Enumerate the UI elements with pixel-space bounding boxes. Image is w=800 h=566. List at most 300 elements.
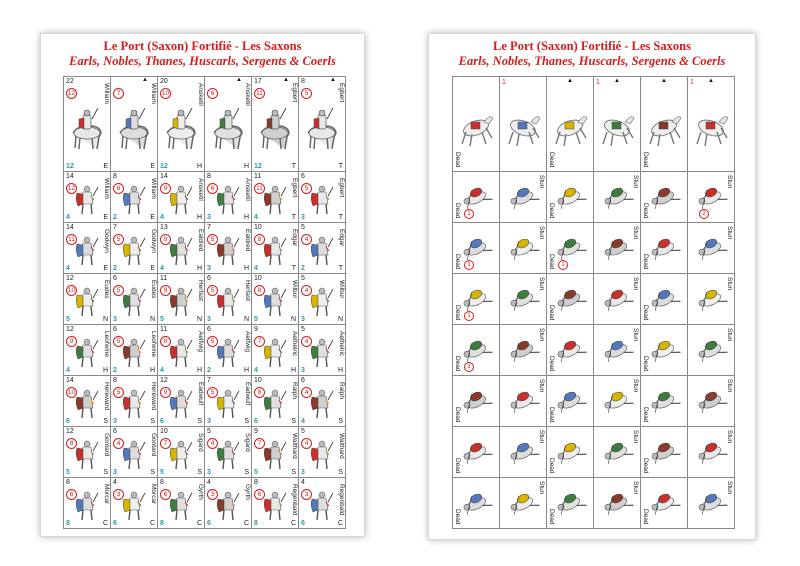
counter-horse-casualty[interactable] bbox=[688, 77, 735, 172]
counter-morale: 5 bbox=[207, 387, 218, 398]
mounted-knight-icon bbox=[305, 107, 339, 151]
counter-casualty[interactable] bbox=[594, 427, 641, 478]
counter-state-label: Dead bbox=[642, 152, 649, 168]
counter-foot[interactable] bbox=[252, 223, 299, 274]
counter-movement: 4 bbox=[160, 265, 164, 272]
counter-movement: 4 bbox=[254, 367, 258, 374]
counter-casualty[interactable] bbox=[500, 376, 547, 427]
counter-name: William bbox=[103, 83, 110, 104]
left-sheet-title: Le Port (Saxon) Fortifié - Les Saxons bbox=[103, 39, 302, 53]
counter-foot[interactable] bbox=[205, 325, 252, 376]
counter-casualty[interactable] bbox=[688, 172, 735, 223]
casualty-figure-icon bbox=[646, 334, 682, 367]
counter-morale: 11 bbox=[254, 183, 265, 194]
counter-casualty[interactable] bbox=[641, 223, 688, 274]
counter-morale: 3 bbox=[301, 489, 312, 500]
counter-morale: 8 bbox=[254, 285, 265, 296]
counter-strength: 10 bbox=[254, 377, 262, 384]
counter-name: Egbert bbox=[291, 83, 298, 103]
casualty-figure-icon bbox=[458, 487, 494, 520]
counter-casualty[interactable] bbox=[500, 172, 547, 223]
counter-movement: 6 bbox=[113, 520, 117, 527]
counter-mounted[interactable] bbox=[205, 77, 252, 172]
counter-mounted[interactable] bbox=[252, 77, 299, 172]
counter-strength: 9 bbox=[254, 428, 258, 435]
casualty-figure-icon bbox=[552, 436, 588, 469]
dead-label: Dead bbox=[642, 407, 649, 423]
counter-movement: 3 bbox=[301, 469, 305, 476]
counter-foot[interactable] bbox=[205, 427, 252, 478]
counter-rank: C bbox=[243, 520, 249, 527]
counter-morale: 11 bbox=[254, 88, 265, 99]
counter-rank: E bbox=[103, 265, 108, 272]
counter-casualty[interactable] bbox=[641, 325, 688, 376]
counter-name: Sigard bbox=[197, 433, 204, 452]
counter-name: Morcar bbox=[150, 484, 157, 505]
casualty-figure-icon bbox=[505, 385, 541, 418]
counter-movement: 4 bbox=[254, 214, 258, 221]
counter-strength: 17 bbox=[254, 78, 262, 85]
counter-foot[interactable] bbox=[205, 376, 252, 427]
counter-mounted[interactable] bbox=[64, 77, 111, 172]
counter-strength: 20 bbox=[160, 78, 168, 85]
counter-strength: 12 bbox=[66, 428, 74, 435]
dead-label: Dead bbox=[548, 407, 555, 423]
counter-name: Aelfwig bbox=[244, 331, 251, 352]
counter-morale: 8 bbox=[254, 234, 265, 245]
counter-name: Wilbur bbox=[291, 280, 298, 299]
counter-movement: 4 bbox=[254, 265, 258, 272]
counter-foot[interactable] bbox=[64, 376, 111, 427]
counter-movement: 3 bbox=[207, 418, 211, 425]
stun-label: Stun bbox=[726, 430, 733, 444]
counter-name: Regenbald bbox=[338, 484, 345, 516]
casualty-figure-icon bbox=[458, 181, 494, 214]
counter-foot[interactable] bbox=[252, 478, 299, 529]
counter-casualty[interactable] bbox=[641, 376, 688, 427]
counter-rank: N bbox=[149, 316, 155, 323]
counter-movement: 2 bbox=[207, 367, 211, 374]
casualty-figure-icon bbox=[458, 385, 494, 418]
counter-movement: 4 bbox=[160, 367, 164, 374]
counter-horse-casualty[interactable] bbox=[641, 77, 688, 172]
counter-rank: H bbox=[243, 367, 249, 374]
counter-casualty[interactable] bbox=[594, 274, 641, 325]
counter-mounted[interactable] bbox=[299, 77, 346, 172]
counter-foot[interactable] bbox=[252, 274, 299, 325]
foot-soldier-icon bbox=[74, 490, 100, 522]
counter-strength: 5 bbox=[301, 275, 305, 282]
counter-foot[interactable] bbox=[299, 172, 346, 223]
counter-rank: S bbox=[338, 469, 343, 476]
right-sheet-title: Le Port (Saxon) Fortifié - Les Saxons bbox=[493, 39, 691, 53]
counter-horse-casualty[interactable] bbox=[453, 77, 500, 172]
counter-number: 1 bbox=[596, 79, 600, 86]
counter-casualty[interactable] bbox=[500, 325, 547, 376]
counter-morale: 4 bbox=[301, 387, 312, 398]
counter-casualty[interactable] bbox=[500, 478, 547, 529]
counter-casualty[interactable] bbox=[594, 376, 641, 427]
counter-foot[interactable] bbox=[64, 172, 111, 223]
counter-morale: 9 bbox=[160, 387, 171, 398]
foot-soldier-icon bbox=[121, 286, 147, 318]
counter-foot[interactable] bbox=[158, 376, 205, 427]
counter-foot[interactable] bbox=[158, 274, 205, 325]
counter-casualty[interactable] bbox=[688, 274, 735, 325]
counter-foot[interactable] bbox=[64, 223, 111, 274]
counter-casualty[interactable] bbox=[453, 325, 500, 376]
counter-movement: 4 bbox=[66, 265, 70, 272]
counter-morale: 10 bbox=[67, 287, 76, 294]
counter-name: Sigard bbox=[244, 433, 251, 452]
counter-name: Edgar bbox=[338, 229, 345, 247]
counter-casualty[interactable] bbox=[453, 376, 500, 427]
counter-foot[interactable] bbox=[158, 325, 205, 376]
counter-strength: 6 bbox=[301, 173, 305, 180]
foot-soldier-icon bbox=[215, 184, 241, 216]
counter-rank: S bbox=[197, 418, 202, 425]
casualty-figure-icon bbox=[552, 181, 588, 214]
counter-name: Herfast bbox=[197, 280, 204, 301]
counter-casualty[interactable] bbox=[453, 478, 500, 529]
counter-foot[interactable] bbox=[299, 478, 346, 529]
counter-casualty[interactable] bbox=[594, 325, 641, 376]
counter-casualty[interactable] bbox=[641, 427, 688, 478]
left-counter-grid bbox=[63, 76, 346, 529]
casualty-value: 1 bbox=[558, 260, 568, 270]
stun-label: Stun bbox=[632, 379, 639, 393]
counter-morale: 5 bbox=[301, 88, 312, 99]
counter-morale: 6 bbox=[207, 88, 218, 99]
foot-soldier-icon bbox=[168, 235, 194, 267]
counter-foot[interactable] bbox=[205, 172, 252, 223]
counter-rank: N bbox=[290, 316, 296, 323]
counter-foot[interactable] bbox=[111, 325, 158, 376]
counter-morale: 8 bbox=[66, 438, 77, 449]
counter-morale: 9 bbox=[160, 183, 171, 194]
counter-name: Hereward bbox=[103, 382, 110, 411]
counter-foot[interactable] bbox=[158, 223, 205, 274]
counter-foot[interactable] bbox=[158, 172, 205, 223]
foot-soldier-icon bbox=[168, 337, 194, 369]
foot-soldier-icon bbox=[262, 235, 288, 267]
counter-foot[interactable] bbox=[111, 223, 158, 274]
counter-rank: T bbox=[291, 214, 296, 221]
counter-strength: 8 bbox=[301, 78, 305, 85]
counter-mounted[interactable] bbox=[111, 77, 158, 172]
leader-triangle-icon: ▲ bbox=[567, 78, 573, 84]
counter-casualty[interactable] bbox=[641, 478, 688, 529]
counter-movement: 3 bbox=[301, 367, 305, 374]
foot-soldier-icon bbox=[309, 184, 335, 216]
counter-strength: 11 bbox=[254, 173, 262, 180]
dead-label: Dead bbox=[454, 458, 461, 474]
counter-strength: 7 bbox=[113, 224, 117, 231]
counter-casualty[interactable] bbox=[594, 172, 641, 223]
counter-strength: 4 bbox=[301, 479, 305, 486]
counter-rank: S bbox=[150, 418, 155, 425]
casualty-figure-icon bbox=[552, 385, 588, 418]
counter-horse-casualty[interactable] bbox=[547, 77, 594, 172]
casualty-figure-icon bbox=[552, 334, 588, 367]
counter-morale: 5 bbox=[113, 336, 124, 347]
counter-morale: 12 bbox=[67, 185, 76, 192]
counter-rank: S bbox=[244, 418, 249, 425]
counter-casualty[interactable] bbox=[688, 325, 735, 376]
counter-morale: 5 bbox=[207, 336, 218, 347]
counter-morale: 7 bbox=[160, 438, 171, 449]
casualty-figure-icon bbox=[646, 283, 682, 316]
fallen-horse-icon bbox=[597, 110, 637, 148]
counter-movement: 12 bbox=[254, 163, 262, 170]
counter-movement: 3 bbox=[301, 316, 305, 323]
counter-mounted[interactable] bbox=[158, 77, 205, 172]
counter-name: Aethelric bbox=[291, 331, 298, 357]
casualty-value: 1 bbox=[464, 260, 474, 270]
casualty-figure-icon bbox=[599, 334, 635, 367]
counter-casualty[interactable] bbox=[500, 223, 547, 274]
counter-name: Regenbald bbox=[291, 484, 298, 516]
counter-name: Ealdred bbox=[244, 229, 251, 252]
foot-soldier-icon bbox=[215, 439, 241, 471]
counter-strength: 12 bbox=[66, 326, 74, 333]
stun-label: Stun bbox=[726, 175, 733, 189]
counter-foot[interactable] bbox=[111, 274, 158, 325]
counter-casualty[interactable] bbox=[547, 427, 594, 478]
counter-foot[interactable] bbox=[64, 274, 111, 325]
counter-rank: S bbox=[244, 469, 249, 476]
counter-foot[interactable] bbox=[299, 274, 346, 325]
counter-foot[interactable] bbox=[299, 223, 346, 274]
counter-casualty[interactable] bbox=[594, 478, 641, 529]
counter-name: Hereward bbox=[150, 382, 157, 411]
fallen-horse-icon bbox=[644, 110, 684, 148]
counter-strength: 12 bbox=[160, 377, 168, 384]
counter-rank: H bbox=[196, 367, 202, 374]
foot-soldier-icon bbox=[121, 439, 147, 471]
counter-movement: 3 bbox=[207, 469, 211, 476]
counter-movement: 3 bbox=[207, 214, 211, 221]
counter-number: 1 bbox=[502, 79, 506, 86]
counter-casualty[interactable] bbox=[500, 427, 547, 478]
counter-foot[interactable] bbox=[299, 427, 346, 478]
counter-casualty[interactable] bbox=[453, 223, 500, 274]
counter-name: Gyrth bbox=[197, 484, 204, 500]
casualty-figure-icon bbox=[693, 334, 729, 367]
dead-label: Dead bbox=[642, 254, 649, 270]
counter-morale: 8 bbox=[160, 336, 171, 347]
counter-casualty[interactable] bbox=[453, 427, 500, 478]
counter-casualty[interactable] bbox=[688, 478, 735, 529]
counter-foot[interactable] bbox=[158, 427, 205, 478]
dead-label: Dead bbox=[548, 356, 555, 372]
casualty-figure-icon bbox=[458, 334, 494, 367]
dead-label: Dead bbox=[642, 356, 649, 372]
counter-foot[interactable] bbox=[111, 172, 158, 223]
counter-morale: 7 bbox=[254, 336, 265, 347]
dead-label: Dead bbox=[454, 509, 461, 525]
counter-horse-casualty[interactable] bbox=[594, 77, 641, 172]
dead-label: Dead bbox=[642, 458, 649, 474]
counter-foot[interactable] bbox=[111, 427, 158, 478]
fallen-horse-icon bbox=[503, 110, 543, 148]
right-counter-sheet bbox=[428, 33, 756, 540]
counter-name: Egbert bbox=[291, 178, 298, 198]
foot-soldier-icon bbox=[309, 337, 335, 369]
casualty-figure-icon bbox=[599, 283, 635, 316]
counter-foot[interactable] bbox=[252, 172, 299, 223]
casualty-value: 1 bbox=[464, 311, 474, 321]
stun-label: Stun bbox=[726, 481, 733, 495]
counter-name: Walthard bbox=[291, 433, 298, 459]
counter-foot[interactable] bbox=[205, 478, 252, 529]
counter-rank: T bbox=[338, 265, 343, 272]
foot-soldier-icon bbox=[121, 490, 147, 522]
counter-morale: 10 bbox=[161, 90, 170, 97]
counter-foot[interactable] bbox=[252, 376, 299, 427]
foot-soldier-icon bbox=[309, 286, 335, 318]
counter-rank: E bbox=[103, 214, 108, 221]
counter-rank: S bbox=[291, 469, 296, 476]
counter-strength: 5 bbox=[301, 326, 305, 333]
counter-strength: 10 bbox=[254, 275, 262, 282]
stun-label: Stun bbox=[726, 379, 733, 393]
counter-morale: 6 bbox=[66, 489, 77, 500]
counter-morale: 10 bbox=[67, 389, 76, 396]
counter-name: Herfast bbox=[244, 280, 251, 301]
counter-foot[interactable] bbox=[111, 376, 158, 427]
counter-morale: 9 bbox=[160, 234, 171, 245]
counter-morale: 4 bbox=[207, 438, 218, 449]
foot-soldier-icon bbox=[262, 337, 288, 369]
counter-name: Aethelric bbox=[338, 331, 345, 357]
counter-rank: H bbox=[290, 367, 296, 374]
counter-foot[interactable] bbox=[252, 427, 299, 478]
counter-morale: 6 bbox=[113, 183, 124, 194]
stun-label: Stun bbox=[632, 481, 639, 495]
counter-foot[interactable] bbox=[299, 376, 346, 427]
counter-name: Ansketil bbox=[244, 178, 251, 201]
stun-label: Stun bbox=[538, 379, 545, 393]
counter-rank: H bbox=[196, 214, 202, 221]
fallen-horse-icon bbox=[456, 110, 496, 148]
counter-rank: T bbox=[338, 214, 343, 221]
counter-casualty[interactable] bbox=[453, 172, 500, 223]
counter-casualty[interactable] bbox=[500, 274, 547, 325]
counter-name: Morcar bbox=[103, 484, 110, 505]
counter-casualty[interactable] bbox=[641, 172, 688, 223]
counter-casualty[interactable] bbox=[688, 427, 735, 478]
counter-movement: 2 bbox=[113, 214, 117, 221]
counter-casualty[interactable] bbox=[688, 223, 735, 274]
counter-name: Godwyn bbox=[103, 229, 110, 253]
counter-foot[interactable] bbox=[299, 325, 346, 376]
foot-soldier-icon bbox=[168, 490, 194, 522]
counter-casualty[interactable] bbox=[547, 223, 594, 274]
counter-name: Gyrth bbox=[244, 484, 251, 500]
stun-label: Stun bbox=[632, 277, 639, 291]
counter-foot[interactable] bbox=[158, 478, 205, 529]
counter-casualty[interactable] bbox=[688, 376, 735, 427]
counter-name: William bbox=[150, 83, 157, 104]
foot-soldier-icon bbox=[215, 235, 241, 267]
counter-casualty[interactable] bbox=[547, 478, 594, 529]
counter-foot[interactable] bbox=[205, 274, 252, 325]
counter-horse-casualty[interactable] bbox=[500, 77, 547, 172]
counter-foot[interactable] bbox=[205, 223, 252, 274]
casualty-figure-icon bbox=[646, 436, 682, 469]
counter-name: Eadwulf bbox=[197, 382, 204, 406]
counter-casualty[interactable] bbox=[547, 172, 594, 223]
counter-strength: 14 bbox=[66, 173, 74, 180]
stun-label: Stun bbox=[538, 277, 545, 291]
counter-name: Leofwine bbox=[150, 331, 157, 358]
counter-casualty[interactable] bbox=[547, 376, 594, 427]
counter-strength: 11 bbox=[160, 275, 168, 282]
counter-strength: 8 bbox=[113, 377, 117, 384]
stun-label: Stun bbox=[538, 175, 545, 189]
counter-casualty[interactable] bbox=[641, 274, 688, 325]
mounted-knight-icon bbox=[164, 107, 198, 151]
counter-strength: 12 bbox=[66, 275, 74, 282]
mounted-knight-icon bbox=[258, 107, 292, 151]
counter-foot[interactable] bbox=[64, 325, 111, 376]
counter-rank: H bbox=[337, 367, 343, 374]
stun-label: Stun bbox=[538, 481, 545, 495]
casualty-figure-icon bbox=[693, 232, 729, 265]
counter-strength: 8 bbox=[254, 479, 258, 486]
dead-label: Dead bbox=[454, 407, 461, 423]
casualty-figure-icon bbox=[646, 232, 682, 265]
counter-rank: H bbox=[196, 265, 202, 272]
counter-strength: 8 bbox=[207, 173, 211, 180]
mounted-knight-icon bbox=[211, 107, 245, 151]
counter-strength: 4 bbox=[113, 479, 117, 486]
counter-casualty[interactable] bbox=[594, 223, 641, 274]
counter-name: Edgar bbox=[291, 229, 298, 247]
dead-label: Dead bbox=[548, 509, 555, 525]
counter-casualty[interactable] bbox=[453, 274, 500, 325]
counter-rank: E bbox=[150, 214, 155, 221]
casualty-figure-icon bbox=[552, 232, 588, 265]
foot-soldier-icon bbox=[309, 235, 335, 267]
counter-state-label: Dead bbox=[548, 152, 555, 168]
counter-strength: 14 bbox=[66, 224, 74, 231]
dead-label: Dead bbox=[548, 203, 555, 219]
counter-movement: 3 bbox=[301, 214, 305, 221]
counter-foot[interactable] bbox=[64, 478, 111, 529]
foot-soldier-icon bbox=[74, 337, 100, 369]
casualty-figure-icon bbox=[505, 283, 541, 316]
counter-strength: 6 bbox=[301, 377, 305, 384]
counter-foot[interactable] bbox=[252, 325, 299, 376]
counter-strength: 6 bbox=[113, 428, 117, 435]
left-sheet-subtitle: Earls, Nobles, Thanes, Huscarls, Sergents & Coerls bbox=[69, 54, 336, 68]
counter-foot[interactable] bbox=[111, 478, 158, 529]
counter-morale: 12 bbox=[67, 90, 76, 97]
counter-strength: 14 bbox=[66, 377, 74, 384]
leader-triangle-icon: ▲ bbox=[142, 77, 148, 83]
counter-casualty[interactable] bbox=[547, 274, 594, 325]
counter-foot[interactable] bbox=[64, 427, 111, 478]
foot-soldier-icon bbox=[168, 388, 194, 420]
counter-name: William bbox=[150, 178, 157, 199]
counter-morale: 5 bbox=[207, 285, 218, 296]
counter-casualty[interactable] bbox=[547, 325, 594, 376]
counter-rank: C bbox=[102, 520, 108, 527]
counter-rank: N bbox=[337, 316, 343, 323]
foot-soldier-icon bbox=[262, 439, 288, 471]
